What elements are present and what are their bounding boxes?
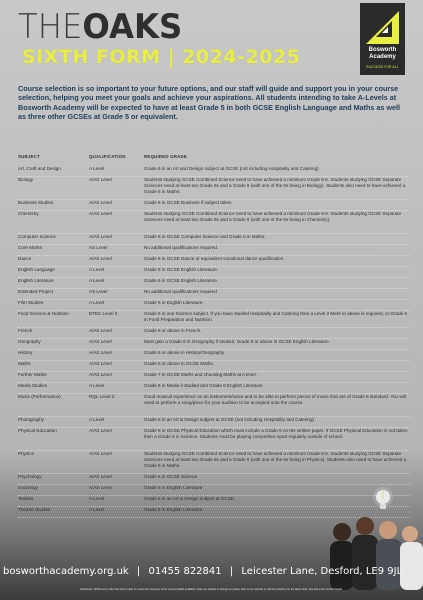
logo-name-line2: Academy — [369, 54, 396, 60]
intro-paragraph: Course selection is so important to your future options, and our staff will guide and support you in your course selection, helping you meet your goals and achieve your aspirations. All students intending to take A-Levels at Bosworth Academy will be expected to have at least Grade 5 in both GCSE English Language and Maths as well as three other GCSEs at Grade 5 or equivalent. — [18, 84, 400, 122]
table-row — [18, 394, 410, 417]
subject-cell: Business Studies — [18, 200, 54, 205]
phone-number[interactable]: 01455 822841 — [148, 566, 222, 577]
qualification-cell: A/AS Level — [89, 350, 112, 355]
logo-tagline: SUCCESS FOR ALL — [366, 65, 399, 69]
subject-cell: Further Maths — [18, 372, 47, 377]
table-row — [18, 311, 410, 328]
table-row — [18, 372, 410, 383]
subject-cell: Physical Education — [18, 428, 57, 433]
required-grade-cell: Grade 6 in English Literature. — [144, 300, 204, 305]
table-row — [18, 177, 410, 200]
table-row — [18, 417, 410, 428]
subject-cell: Media Studies — [18, 383, 48, 388]
table-row — [18, 361, 410, 372]
subject-cell: Sociology — [18, 485, 38, 490]
required-grade-cell: No additional qualifications required. — [144, 245, 219, 250]
table-row — [18, 300, 410, 311]
disclaimer: Disclaimer: Whilst every effort has been made to ensure the accuracy of the course details available, these are subject to change so please refer to our website or call the Academy for the latest data. See above for contact details. — [80, 588, 343, 591]
subject-cell: Psychology — [18, 474, 42, 479]
table-row — [18, 496, 410, 507]
title-light: THE — [18, 7, 83, 47]
table-row — [18, 350, 410, 361]
subject-cell: Geography — [18, 339, 41, 344]
header-qualification: QUALIFICATION — [89, 154, 126, 159]
footer-contact — [0, 564, 423, 580]
required-grade-cell: Students studying GCSE Combined Science need to have achieved a minimum Grade 6-6. Students studying GCSE Separate Sciences need at least two Grade 6s and a Grade 6 (with one of the 6s being in Chemistry). — [144, 211, 402, 222]
qualification-cell: A/AS Level — [89, 361, 112, 366]
subject-cell: Food Science & Nutrition — [18, 311, 69, 316]
logo-name-line1: Bosworth — [368, 47, 397, 53]
triangle-logo-icon — [366, 11, 399, 44]
table-row — [18, 256, 410, 267]
page-title — [18, 7, 183, 47]
table-header — [18, 154, 408, 164]
qualification-cell: A Level — [89, 507, 105, 512]
qualification-cell: A Level — [89, 417, 105, 422]
required-grade-cell: Grade 6 or above in History/Geography — [144, 350, 225, 355]
qualification-cell: A/AS Level — [89, 485, 112, 490]
title-bold: OAKS — [82, 7, 183, 47]
subject-cell: Art, Craft and Design — [18, 166, 61, 171]
required-grade-cell: Students studying GCSE Combined Science need to have achieved a minimum Grade 6-6. Students studying GCSE Separate Sciences need at least two Grade 6s and a Grade 6 (with one of the 6s being in Physics). Students also need to have achieved a Grade 6 in Maths. — [144, 451, 407, 468]
qualification-cell: AS Level — [89, 245, 108, 250]
lightbulb-icon — [372, 487, 394, 513]
subject-cell: Extended Project — [18, 289, 53, 294]
table-row — [18, 451, 410, 474]
required-grade-cell: Grade 6 or above in GCSE Maths. — [144, 361, 214, 366]
table-row — [18, 485, 410, 496]
required-grade-cell: No additional qualifications required — [144, 289, 217, 294]
table-row — [18, 474, 410, 485]
qualification-cell: A/AS Level — [89, 428, 112, 433]
subject-cell: Computer Science — [18, 234, 56, 239]
qualification-cell: A/AS Level — [89, 200, 112, 205]
subject-cell: French — [18, 328, 33, 333]
table-row — [18, 339, 410, 350]
required-grade-cell: Grade 6 in GCSE Dance or equivalent vocational dance qualification. — [144, 256, 285, 261]
required-grade-cell: Grade 6 in GCSE English Literature. — [144, 278, 219, 283]
qualification-cell: A/AS Level — [89, 256, 112, 261]
required-grade-cell: Grade 6 in one Science subject. If you have studied Hospitality and Catering then a Level 2 Merit or above is required, or Grade 6 in Food Preparation and Nutrition. — [144, 311, 408, 322]
required-grade-cell: Grade 6 in GCSE Business if subject taken — [144, 200, 232, 205]
qualification-cell: A/AS Level — [89, 372, 112, 377]
qualification-cell: RQL Level 3 — [89, 394, 115, 399]
page-subtitle: SIXTH FORM | 2024-2025 — [22, 46, 301, 68]
required-grade-cell: Grade 6 in GCSE Science — [144, 474, 198, 479]
qualification-cell: A Level — [89, 300, 105, 305]
header-subject: SUBJECT — [18, 154, 40, 159]
subject-cell: Textiles — [18, 496, 34, 501]
qualification-cell: A Level — [89, 267, 105, 272]
qualification-cell: A/AS Level — [89, 177, 112, 182]
subject-cell: Dance — [18, 256, 32, 261]
required-grade-cell: Grade 6 in an Art & Design subject at GCSE. — [144, 496, 236, 501]
subject-cell: Biology — [18, 177, 34, 182]
subject-cell: English Language — [18, 267, 55, 272]
table-row — [18, 278, 410, 289]
required-grade-cell: Grade 6 in English Literature. — [144, 507, 204, 512]
subject-cell: History — [18, 350, 33, 355]
required-grade-cell: Grade 6 in GCSE Computer Science and Grade 6 in Maths. — [144, 234, 266, 239]
table-row — [18, 166, 410, 177]
table-row — [18, 211, 410, 234]
website-link[interactable]: bosworthacademy.org.uk — [3, 566, 129, 577]
required-grade-cell: Grade 6 in an Art and Design subject at GCSE (not including Hospitality and Catering) — [144, 166, 319, 171]
qualification-cell: A Level — [89, 278, 105, 283]
qualification-cell: A/AS Level — [89, 211, 112, 216]
header-required-grade: REQUIRED GRADE — [144, 154, 188, 159]
qualification-cell: A Level — [89, 166, 105, 171]
subject-cell: English Literature — [18, 278, 54, 283]
qualification-cell: BTEC Level 3 — [89, 311, 118, 316]
required-grade-cell: Good musical experience on an instrument/voice and to be able to perform pieces of music that are of Grade 6 standard. You will need to perform a song/piece for your audition to be accepted onto the course. — [144, 394, 406, 405]
qualification-cell: A Level — [89, 383, 105, 388]
required-grade-cell: Grade 6 in an Art & Design subject at GCSE (not including Hospitality and Catering) — [144, 417, 315, 422]
table-row — [18, 245, 410, 256]
table-row — [18, 289, 410, 300]
required-grade-cell: Must gain a Grade 6 in Geography if studied. Grade 6 or above in GCSE English Literature — [144, 339, 329, 344]
table-row — [18, 328, 410, 339]
footer-separator: | — [136, 566, 141, 577]
qualification-cell: A/AS Level — [89, 474, 112, 479]
logo-name — [360, 47, 405, 61]
required-grade-cell: Grade 6 or above in French. — [144, 328, 202, 333]
subject-cell: Core Maths — [18, 245, 42, 250]
subject-cell: Theatre Studies — [18, 507, 51, 512]
qualification-cell: A/AS Level — [89, 339, 112, 344]
subject-cell: Photography — [18, 417, 45, 422]
qualification-cell: A/AS Level — [89, 451, 112, 456]
page-header — [0, 0, 423, 78]
subject-cell: Chemistry — [18, 211, 39, 216]
required-grade-cell: Grade 6 in English Literature — [144, 485, 203, 490]
academy-logo — [360, 3, 405, 75]
subject-cell: Physics — [18, 451, 34, 456]
required-grade-cell: Grade 6 in GCSE English Literature. — [144, 267, 219, 272]
subject-cell: Film Studies — [18, 300, 44, 305]
required-grade-cell: Grade 6 in GCSE Physical Education which must include a Grade 6 on the written paper. If GCSE Physical Education is not taken then a Grade 6 in Science. Students must be playing competitive sport regularly outside of school. — [144, 428, 408, 439]
footer-separator: | — [229, 566, 234, 577]
address: Leicester Lane, Desford, LE9 9JL — [241, 566, 403, 577]
table-row — [18, 234, 410, 245]
qualification-cell: A/AS Level — [89, 328, 112, 333]
table-row — [18, 267, 410, 278]
table-row — [18, 383, 410, 394]
table-row — [18, 428, 410, 451]
required-grade-cell: Grade 7 in GCSE Maths and choosing Maths at A level. — [144, 372, 257, 377]
qualification-cell: A Level — [89, 496, 105, 501]
required-grade-cell: Students studying GCSE Combined Science need to have achieved a minimum Grade 6-6. Students studying GCSE Separate Sciences need at least two Grade 6s and a Grade 6 (with one of the 6s being in Biology). Students also need to have achieved a Grade 6 in Maths. — [144, 177, 406, 194]
qualification-cell: AS Level — [89, 289, 108, 294]
table-row — [18, 200, 410, 211]
required-grade-cell: Grade 6 in Media if studied and Grade 6 English Literature — [144, 383, 263, 388]
qualification-cell: A/AS Level — [89, 234, 112, 239]
subject-cell: Maths — [18, 361, 31, 366]
subject-cell: Music (Performance) — [18, 394, 61, 399]
